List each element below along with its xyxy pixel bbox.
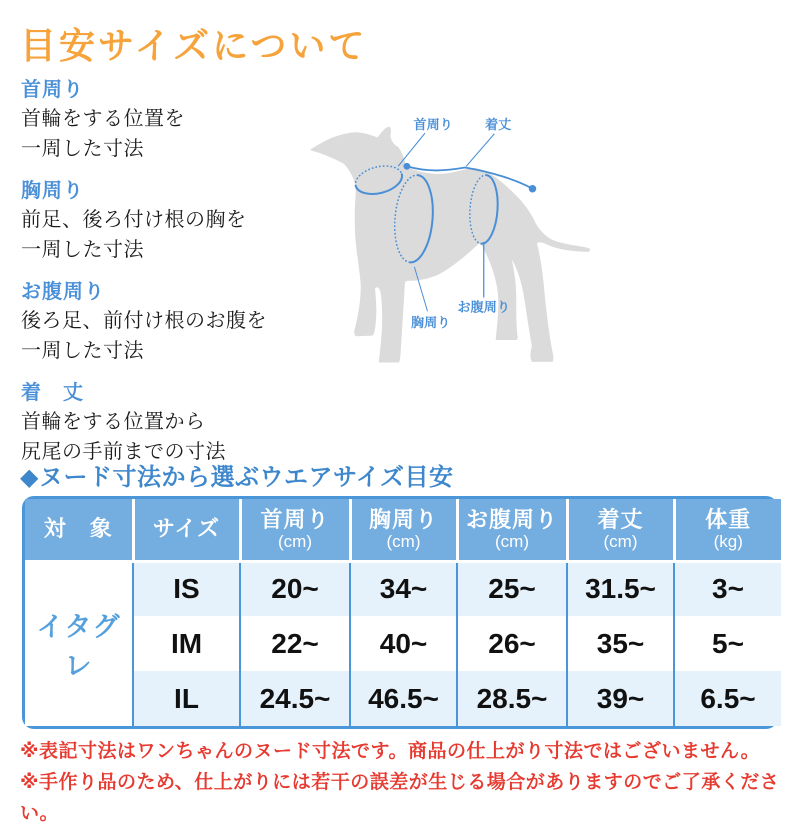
footnote-line: ※手作り品のため、仕上がりには若干の誤差が生じる場合がありますのでご了承ください。 (20, 772, 780, 824)
guide-desc-line: 首輪をする位置から (21, 411, 206, 433)
diagram-chest-label: 胸周り (410, 314, 451, 330)
guide-label-length: 着 丈 (21, 382, 84, 404)
size-cell: IM (133, 616, 240, 671)
weight-cell: 6.5~ (674, 671, 781, 726)
col-header-weight: 体重 (kg) (674, 499, 781, 561)
col-header-neck: 首周り (cm) (240, 499, 350, 561)
length-cell: 39~ (567, 671, 674, 726)
neck-cell: 24.5~ (240, 671, 350, 726)
weight-cell: 3~ (674, 561, 781, 616)
col-header-target: 対 象 (25, 499, 133, 561)
table-row (25, 671, 781, 726)
col-header-belly: お腹周り (cm) (457, 499, 567, 561)
guide-desc-line: 後ろ足、前付け根のお腹を (21, 310, 267, 332)
guide-item-neck (21, 76, 321, 164)
guide-item-chest (21, 177, 321, 265)
guide-desc-line: 一周した寸法 (21, 340, 144, 362)
guide-desc-line: 一周した寸法 (21, 239, 144, 261)
col-header-chest: 胸周り (cm) (350, 499, 457, 561)
belly-cell: 28.5~ (457, 671, 567, 726)
length-cell: 31.5~ (567, 561, 674, 616)
guide-label-neck: 首周り (21, 79, 84, 101)
col-header-size: サイズ (133, 499, 240, 561)
guide-desc-line: 首輪をする位置を (21, 108, 185, 130)
footnote-line: ※表記寸法はワンちゃんのヌード寸法です。商品の仕上がり寸法ではございません。 (20, 741, 761, 762)
neck-cell: 22~ (240, 616, 350, 671)
page-title: 目安サイズについて (20, 25, 368, 66)
guide-desc-line: 尻尾の手前までの寸法 (21, 441, 226, 463)
length-pointer-line (466, 134, 494, 167)
col-header-length: 着丈 (cm) (567, 499, 674, 561)
chest-cell: 46.5~ (350, 671, 457, 726)
table-row (25, 561, 781, 616)
length-cell: 35~ (567, 616, 674, 671)
diagram-neck-label: 首周り (413, 116, 453, 132)
guide-item-length (21, 379, 321, 467)
neck-cell: 20~ (240, 561, 350, 616)
guide-desc-line: 前足、後ろ付け根の胸を (21, 209, 247, 231)
neck-pointer-line (398, 133, 425, 166)
length-start-dot (403, 163, 410, 170)
size-table-heading: ◆ヌード寸法から選ぶウエアサイズ目安 (20, 464, 454, 491)
guide-label-belly: お腹周り (21, 281, 105, 303)
size-cell: IL (133, 671, 240, 726)
diagram-length-label: 着丈 (485, 116, 512, 132)
guide-item-belly (21, 278, 321, 366)
footnotes (20, 736, 790, 829)
dog-measurement-diagram (300, 20, 800, 480)
chest-cell: 40~ (350, 616, 457, 671)
weight-cell: 5~ (674, 616, 781, 671)
belly-cell: 26~ (457, 616, 567, 671)
guide-label-chest: 胸周り (21, 180, 84, 202)
chest-cell: 34~ (350, 561, 457, 616)
target-breed-cell: イタグレ (25, 561, 133, 726)
size-cell: IS (133, 561, 240, 616)
table-header-row (25, 499, 781, 561)
size-table (22, 496, 778, 729)
diagram-belly-label: お腹周り (457, 299, 510, 315)
dog-diagram-svg (300, 20, 800, 480)
belly-cell: 25~ (457, 561, 567, 616)
guide-desc-line: 一周した寸法 (21, 138, 144, 160)
measurement-guide (21, 76, 321, 480)
length-end-dot (529, 185, 537, 193)
table-row (25, 616, 781, 671)
